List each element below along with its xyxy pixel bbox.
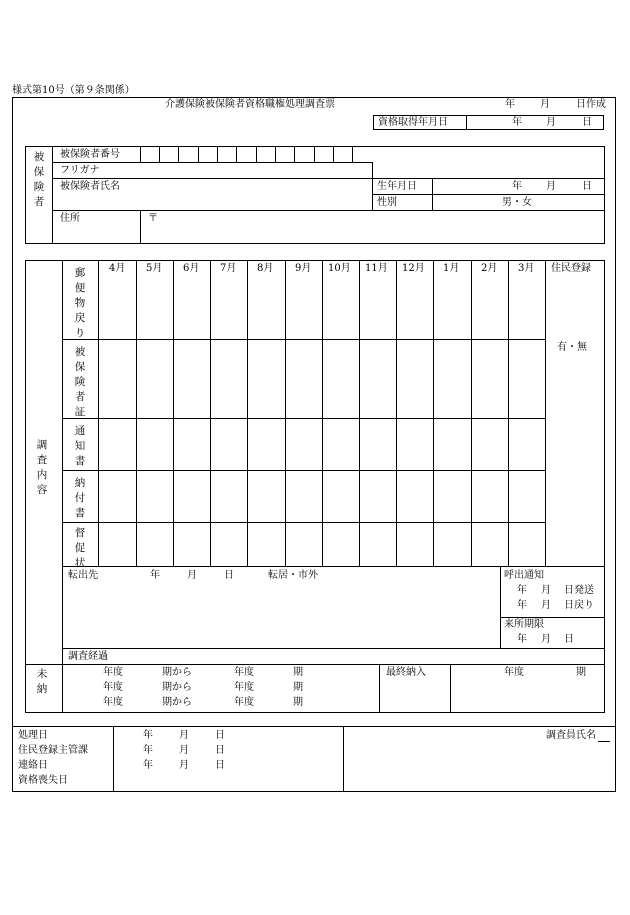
footer-divider-2 <box>343 726 344 792</box>
survey-col-line-1 <box>98 260 99 566</box>
row-label-payment-slip: 納付書 <box>74 477 86 519</box>
insured-side-divider <box>52 146 53 244</box>
survey-col-line-8 <box>359 260 360 566</box>
survey-col-line-6 <box>285 260 286 566</box>
visit-year: 年 <box>517 634 527 645</box>
call-sent-day: 日発送 <box>564 585 594 596</box>
birth-day: 日 <box>582 181 592 192</box>
unpaid-fy-to: 年度 <box>234 682 254 693</box>
month-header: 1月 <box>443 263 460 274</box>
insured-birth-divider <box>432 178 433 210</box>
contact-date-label: 連絡日 <box>18 760 48 771</box>
call-divider <box>500 566 501 648</box>
survey-row-line-7 <box>25 664 605 665</box>
survey-row-line-4 <box>62 522 545 523</box>
visit-day: 日 <box>564 634 574 645</box>
footer-left-line <box>12 726 13 792</box>
survey-col-line-4 <box>210 260 211 566</box>
acquire-divider <box>466 115 467 130</box>
month-header: 2月 <box>481 263 498 274</box>
unpaid-side-label: 未納 <box>36 668 48 695</box>
residence-value: 有・無 <box>557 342 587 353</box>
sex-value: 男・女 <box>502 197 532 208</box>
registry-month: 月 <box>179 745 189 756</box>
survey-row-line-6 <box>62 648 605 649</box>
form-title: 介護保険被保険者資格職権処理調査票 <box>165 99 335 110</box>
unpaid-term-from: 期から <box>162 667 192 678</box>
call-sent-month: 月 <box>541 585 551 596</box>
form-number: 様式第10号（第９条関係） <box>12 85 135 96</box>
row-label-reminder: 督促状 <box>74 527 86 569</box>
loss-date-label: 資格喪失日 <box>18 775 68 786</box>
investigator-name-line[interactable] <box>598 741 610 742</box>
call-returned-month: 月 <box>541 600 551 611</box>
month-header: 10月 <box>328 263 351 274</box>
postal-mark: 〒 <box>148 213 158 224</box>
survey-col-line-7 <box>322 260 323 566</box>
registry-dept-label: 住民登録主管課 <box>18 745 88 756</box>
call-sent-year: 年 <box>517 585 527 596</box>
unpaid-fy-from: 年度 <box>103 697 123 708</box>
survey-col-line-5 <box>247 260 248 566</box>
move-month: 月 <box>187 570 197 581</box>
contact-month: 月 <box>179 760 189 771</box>
month-header: 7月 <box>220 263 237 274</box>
unpaid-fy-from: 年度 <box>103 667 123 678</box>
call-visit-divider <box>500 617 605 618</box>
unpaid-term-from: 期から <box>162 682 192 693</box>
acquire-month: 月 <box>546 117 556 128</box>
last-payment-label: 最終納入 <box>386 667 426 678</box>
month-header: 5月 <box>146 263 163 274</box>
move-type: 転居・市外 <box>268 570 318 581</box>
contact-day: 日 <box>215 760 225 771</box>
created-day: 日作成 <box>576 99 606 110</box>
unpaid-divider-1 <box>379 664 380 713</box>
month-header: 12月 <box>402 263 425 274</box>
outer-border-left <box>12 97 13 727</box>
residence-label: 住民登録 <box>551 263 591 274</box>
last-payment-fy: 年度 <box>504 667 524 678</box>
insured-address-divider <box>140 210 141 244</box>
survey-side-label: 調査内容 <box>36 439 48 496</box>
furigana-label: フリガナ <box>60 165 100 176</box>
created-month: 月 <box>540 99 550 110</box>
insured-row-line-1 <box>52 162 372 163</box>
birth-year: 年 <box>512 181 522 192</box>
row-label-returned-mail: 郵便物戻り <box>74 267 86 339</box>
survey-col-line-11 <box>471 260 472 566</box>
survey-row-line-5 <box>62 566 605 567</box>
move-label: 転出先 <box>68 570 98 581</box>
survey-col-line-10 <box>433 260 434 566</box>
survey-col-line-3 <box>173 260 174 566</box>
unpaid-term-to: 期 <box>293 682 303 693</box>
unpaid-term-to: 期 <box>293 697 303 708</box>
month-header: 11月 <box>365 263 388 274</box>
row-label-notice: 通知書 <box>74 425 86 467</box>
survey-row-line-1 <box>62 339 545 340</box>
month-header: 9月 <box>295 263 312 274</box>
row-label-insurance-card: 被保険者証 <box>74 346 86 418</box>
footer-divider-1 <box>113 726 114 792</box>
move-day: 日 <box>224 570 234 581</box>
survey-col-line-9 <box>396 260 397 566</box>
insured-row-line-4 <box>52 210 605 211</box>
investigator-label: 調査員氏名 <box>546 730 596 741</box>
acquire-day: 日 <box>582 117 592 128</box>
survey-box <box>25 260 605 713</box>
insured-side-label: 被保険者 <box>33 151 45 208</box>
insured-name-label: 被保険者氏名 <box>60 181 120 192</box>
contact-year: 年 <box>143 760 153 771</box>
outer-border-top <box>12 97 616 98</box>
survey-side-divider <box>62 260 63 713</box>
unpaid-fy-to: 年度 <box>234 697 254 708</box>
unpaid-term-from: 期から <box>162 697 192 708</box>
birth-month: 月 <box>546 181 556 192</box>
survey-col-line-13 <box>545 260 546 566</box>
insured-number-boxes[interactable] <box>140 146 352 162</box>
visit-month: 月 <box>541 634 551 645</box>
insured-row-line-2 <box>52 178 605 179</box>
month-header: 4月 <box>109 263 126 274</box>
call-notice-label: 呼出通知 <box>504 570 544 581</box>
outer-border-right <box>615 97 616 727</box>
month-header: 6月 <box>183 263 200 274</box>
move-year: 年 <box>150 570 160 581</box>
unpaid-fy-from: 年度 <box>103 682 123 693</box>
progress-label: 調査経過 <box>68 651 108 662</box>
month-header: 3月 <box>518 263 535 274</box>
insured-row-line-3 <box>372 194 605 195</box>
insured-number-label: 被保険者番号 <box>60 149 120 160</box>
month-header: 8月 <box>257 263 274 274</box>
footer-bottom-line <box>12 791 616 792</box>
unpaid-fy-to: 年度 <box>234 667 254 678</box>
acquire-label: 資格取得年月日 <box>378 117 448 128</box>
unpaid-divider-2 <box>450 664 451 713</box>
address-label: 住所 <box>60 213 80 224</box>
processing-year: 年 <box>143 730 153 741</box>
footer-right-line <box>615 726 616 792</box>
registry-year: 年 <box>143 745 153 756</box>
processing-day: 日 <box>215 730 225 741</box>
acquire-year: 年 <box>512 117 522 128</box>
survey-row-line-2 <box>62 418 545 419</box>
registry-day: 日 <box>215 745 225 756</box>
last-payment-term: 期 <box>576 667 586 678</box>
processing-month: 月 <box>179 730 189 741</box>
survey-col-line-2 <box>136 260 137 566</box>
sex-label: 性別 <box>377 197 397 208</box>
outer-border-bottom <box>12 726 616 727</box>
call-returned-day: 日戻り <box>564 600 594 611</box>
survey-row-line-3 <box>62 470 545 471</box>
birth-label: 生年月日 <box>377 181 417 192</box>
unpaid-term-to: 期 <box>293 667 303 678</box>
survey-col-line-12 <box>508 260 509 566</box>
call-returned-year: 年 <box>517 600 527 611</box>
created-year: 年 <box>505 99 515 110</box>
processing-date-label: 処理日 <box>18 730 48 741</box>
insured-mid-divider <box>372 162 373 210</box>
visit-deadline-label: 来所期限 <box>504 619 544 630</box>
